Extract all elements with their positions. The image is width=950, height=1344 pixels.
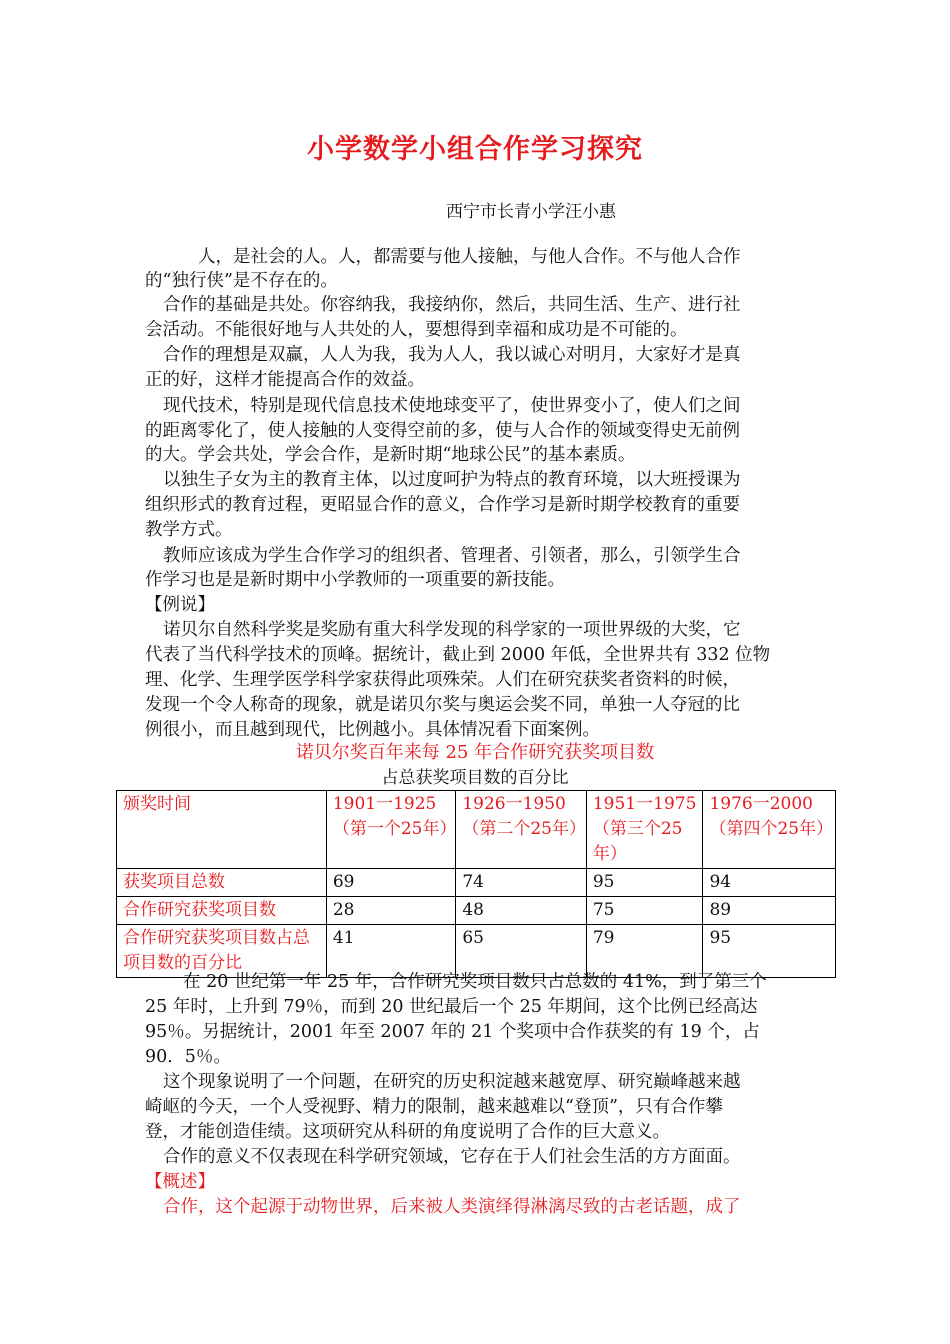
table-header-cell: 1976一2000（第四个25年） (703, 791, 836, 869)
body-text-line: 25 年时，上升到 79％，而到 20 世纪最后一个 25 年期间，这个比例已经高达 (145, 997, 758, 1017)
body-text-line: 诺贝尔自然科学奖是奖励有重大科学发现的科学家的一项世界级的大奖，它 (163, 620, 741, 640)
table-header-cell: 1951一1975（第三个25年） (586, 791, 703, 869)
body-text-line: 会活动。不能很好地与人共处的人，要想得到幸福和成功是不可能的。 (145, 320, 688, 340)
body-text-line: 正的好，这样才能提高合作的效益。 (145, 370, 425, 390)
body-text-line: 人，是社会的人。人，都需要与他人接触，与他人合作。不与他人合作 (198, 247, 741, 267)
table-cell: 65 (456, 925, 587, 978)
body-text-line: 例很小，而且越到现代，比例越小。具体情况看下面案例。 (145, 720, 600, 740)
table-row-label: 合作研究获奖项目数 (117, 897, 327, 925)
table-cell: 48 (456, 897, 587, 925)
body-text-line: 合作的基础是共处。你容纳我，我接纳你，然后，共同生活、生产、进行社 (163, 295, 741, 315)
table-cell: 75 (586, 897, 703, 925)
body-text-line: 崎岖的今天，一个人受视野、精力的限制，越来越难以“登顶”，只有合作攀 (145, 1097, 723, 1117)
body-text-line: 代表了当代科学技术的顶峰。据统计，截止到 2000 年低，全世界共有 332 位物 (145, 645, 771, 665)
body-text-line: 在 20 世纪第一年 25 年，合作研究奖项目数只占总数的 41%，到了第三个 (183, 972, 767, 992)
table-cell: 74 (456, 869, 587, 897)
table-cell: 94 (703, 869, 836, 897)
section-heading-overview: 【概述】 (145, 1172, 215, 1192)
body-text-line: 合作，这个起源于动物世界，后来被人类演绎得淋漓尽致的古老话题，成了 (163, 1197, 741, 1217)
nobel-table (116, 790, 836, 978)
body-text-line: 现代技术，特别是现代信息技术使地球变平了，使世界变小了，使人们之间 (163, 396, 741, 416)
body-text-line: 作学习也是是新时期中小学教师的一项重要的新技能。 (145, 570, 565, 590)
table-row (117, 869, 836, 897)
table-cell: 69 (326, 869, 456, 897)
body-text-line: 登，才能创造佳绩。这项研究从科研的角度说明了合作的巨大意义。 (145, 1122, 670, 1142)
document-title: 小学数学小组合作学习探究 (307, 134, 643, 165)
body-text-line: 发现一个令人称奇的现象，就是诺贝尔奖与奥运会奖不同，单独一人夺冠的比 (145, 695, 740, 715)
table-cell: 89 (703, 897, 836, 925)
body-text-line: 组织形式的教育过程，更昭显合作的意义，合作学习是新时期学校教育的重要 (145, 495, 740, 515)
body-text-line: 理、化学、生理学医学科学家获得此项殊荣。人们在研究获奖者资料的时候， (145, 670, 740, 690)
table-header-cell: 1926一1950（第二个25年） (456, 791, 587, 869)
table-cell: 95 (586, 869, 703, 897)
table-cell: 28 (326, 897, 456, 925)
body-text-line: 这个现象说明了一个问题，在研究的历史积淀越来越宽厚、研究巅峰越来越 (163, 1072, 741, 1092)
table-cell: 41 (326, 925, 456, 978)
table-row (117, 897, 836, 925)
body-text-line: 的大。学会共处，学会合作，是新时期“地球公民”的基本素质。 (145, 445, 636, 465)
table-row-label: 获奖项目总数 (117, 869, 327, 897)
author-line: 西宁市长青小学汪小惠 (446, 202, 616, 222)
body-text-line: 的“独行侠”是不存在的。 (145, 271, 338, 291)
table-row-label: 合作研究获奖项目数占总项目数的百分比 (117, 925, 327, 978)
table-caption: 诺贝尔奖百年来每 25 年合作研究获奖项目数 (295, 742, 655, 763)
body-text-line: 90．5％。 (145, 1047, 231, 1067)
table-header-cell: 颁奖时间 (117, 791, 327, 869)
table-cell: 95 (703, 925, 836, 978)
body-text-line: 教学方式。 (145, 520, 233, 540)
body-text-line: 的距离零化了，使人接触的人变得空前的多，使与人合作的领域变得史无前例 (145, 421, 740, 441)
table-header-cell: 1901一1925（第一个25年） (326, 791, 456, 869)
section-heading-example: 【例说】 (145, 595, 215, 615)
body-text-line: 合作的意义不仅表现在科学研究领域，它存在于人们社会生活的方方面面。 (163, 1147, 741, 1167)
table-cell: 79 (586, 925, 703, 978)
body-text-line: 合作的理想是双赢，人人为我，我为人人，我以诚心对明月，大家好才是真 (163, 345, 741, 365)
body-text-line: 以独生子女为主的教育主体，以过度呵护为特点的教育环境，以大班授课为 (163, 470, 741, 490)
body-text-line: 教师应该成为学生合作学习的组织者、管理者、引领者，那么，引领学生合 (163, 546, 741, 566)
table-header-row (117, 791, 836, 869)
table-subcaption: 占总获奖项目数的百分比 (381, 768, 569, 788)
body-text-line: 95％。另据统计，2001 年至 2007 年的 21 个奖项中合作获奖的有 19 个，占 (145, 1022, 760, 1042)
